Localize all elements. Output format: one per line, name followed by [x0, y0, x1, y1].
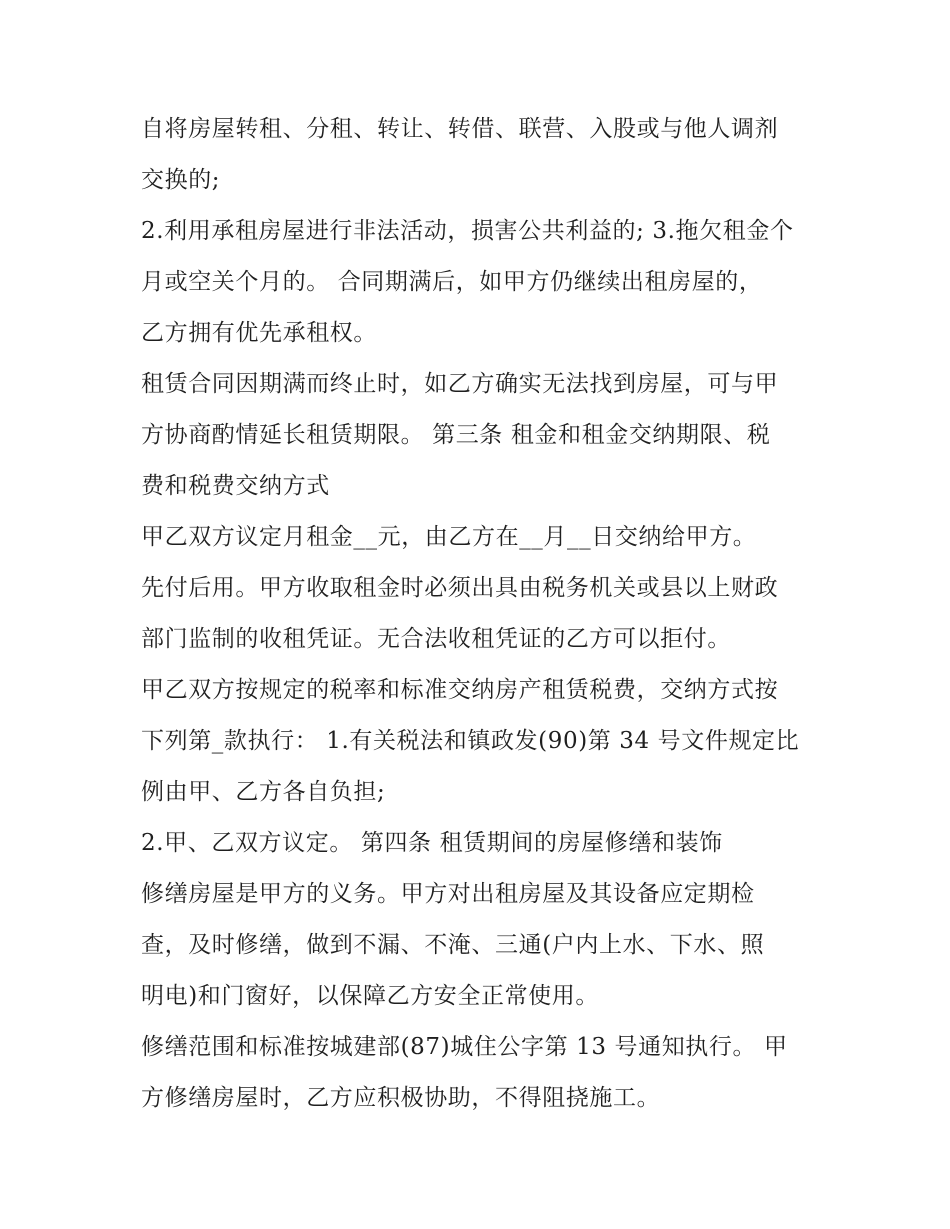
- text-line-3: 2.利用承租房屋进行非法活动，损害公共利益的; 3.拖欠租金个: [141, 218, 794, 244]
- text-line-20: 方修缮房屋时，乙方应积极协助，不得阻挠施工。: [141, 1085, 661, 1111]
- text-line-18: 明电)和门窗好，以保障乙方安全正常使用。: [141, 983, 599, 1009]
- contract-text-body: [141, 104, 821, 1124]
- text-line-8: 费和税费交纳方式: [141, 473, 330, 499]
- text-line-5: 乙方拥有优先承租权。: [141, 320, 377, 346]
- text-line-14: 例由甲、乙方各自负担;: [141, 779, 386, 805]
- text-line-15: 2.甲、乙双方议定。 第四条 租赁期间的房屋修缮和装饰: [141, 830, 723, 856]
- text-line-10: 先付后用。甲方收取租金时必须出具由税务机关或县以上财政: [141, 575, 779, 601]
- text-line-2: 交换的;: [141, 167, 221, 193]
- text-line-16: 修缮房屋是甲方的义务。甲方对出租房屋及其设备应定期检: [141, 881, 755, 907]
- text-line-13: 下列第_款执行： 1.有关税法和镇政发(90)第 34 号文件规定比: [141, 728, 800, 754]
- text-line-9: 甲乙双方议定月租金__元，由乙方在__月__日交纳给甲方。: [141, 524, 757, 550]
- text-line-12: 甲乙双方按规定的税率和标准交纳房产租赁税费，交纳方式按: [141, 677, 779, 703]
- text-line-4: 月或空关个月的。 合同期满后，如甲方仍继续出租房屋的，: [141, 269, 763, 295]
- text-line-6: 租赁合同因期满而终止时，如乙方确实无法找到房屋，可与甲: [141, 371, 779, 397]
- text-line-1: 自将房屋转租、分租、转让、转借、联营、入股或与他人调剂: [141, 116, 779, 142]
- text-line-7: 方协商酌情延长租赁期限。 第三条 租金和租金交纳期限、税: [141, 422, 771, 448]
- text-line-17: 查，及时修缮，做到不漏、不淹、三通(户内上水、下水、照: [141, 932, 765, 958]
- text-line-19: 修缮范围和标准按城建部(87)城住公字第 13 号通知执行。 甲: [141, 1034, 788, 1060]
- text-line-11: 部门监制的收租凭证。无合法收租凭证的乙方可以拒付。: [141, 626, 731, 652]
